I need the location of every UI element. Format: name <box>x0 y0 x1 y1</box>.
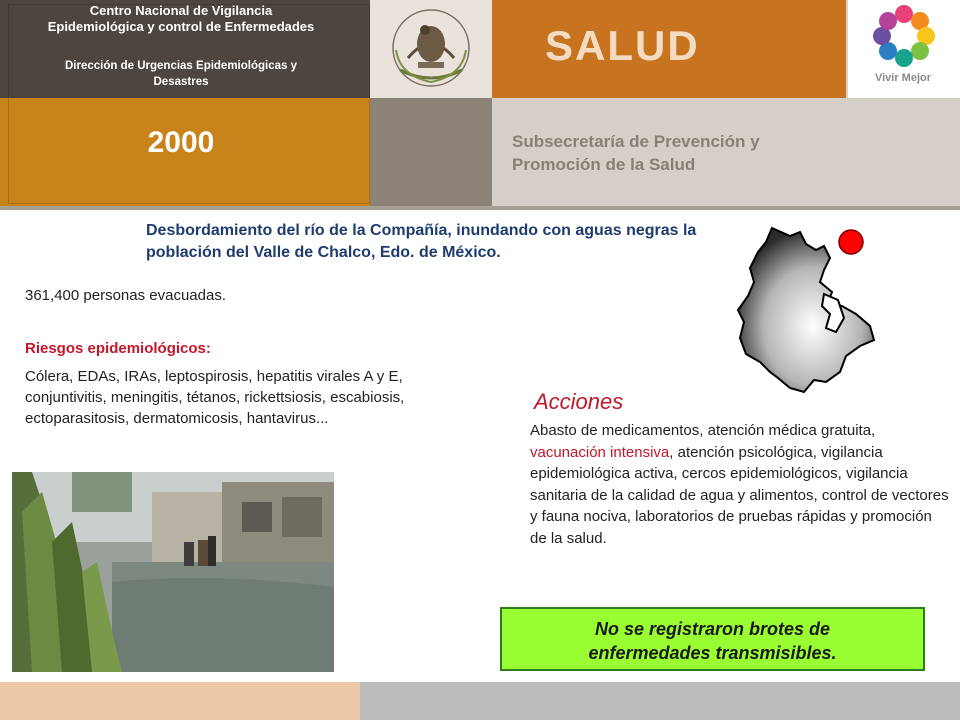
subsecretaria-panel <box>492 98 960 208</box>
actions-text <box>530 420 950 549</box>
subsecretaria-line1: Subsecretaría de Prevención y <box>512 132 760 151</box>
dept-name-line2: Desastres <box>153 76 209 88</box>
outcome-line1: No se registraron brotes de <box>594 619 831 639</box>
footer-bar-left <box>0 682 360 720</box>
salud-title: SALUD <box>545 22 700 69</box>
flood-photo <box>12 472 334 672</box>
header-org-panel <box>0 0 370 98</box>
actions-text-highlight: vacunación intensiva <box>530 443 670 461</box>
vivir-mejor-flower-icon <box>848 0 960 70</box>
dept-name-line1: Dirección de Urgencias Epidemiológicas y <box>65 60 297 72</box>
outcome-banner <box>500 607 925 671</box>
org-name-line1: Centro Nacional de Vigilancia <box>89 3 273 18</box>
actions-text-part1: Abasto de medicamentos, atención médica gratuita, <box>530 422 876 439</box>
seal-panel <box>370 0 492 208</box>
footer-bar-right <box>360 682 960 720</box>
actions-text-part2: , atención psicológica, vigilancia epidemiológica activa, cercos epidemiológicos, vigilancia sanitaria de la calidad de agua y alimentos, control de vectores y fauna nociva, laboratorios de pruebas rápidas y promoción de la salud. <box>530 443 949 547</box>
subsecretaria-line2: Promoción de la Salud <box>512 155 696 174</box>
year-title: 2000 <box>147 126 215 159</box>
org-name-line2: Epidemiológica y control de Enfermedades <box>47 19 315 34</box>
event-description: Desbordamiento del río de la Compañía, inundando con aguas negras la población del Valle de Chalco, Edo. de México. <box>146 222 697 261</box>
vivir-mejor-label: Vivir Mejor <box>874 72 932 84</box>
risks-list: Cólera, EDAs, IRAs, leptospirosis, hepatitis virales A y E, conjuntivitis, meningitis, tétanos, rickettsiosis, escabiosis, ectoparasitosis, dermatomicosis, hantavirus... <box>25 368 405 427</box>
evacuated-count: 361,400 personas evacuadas. <box>25 287 226 304</box>
state-map-icon <box>720 222 880 402</box>
header-divider <box>0 206 960 210</box>
outcome-line2: enfermedades transmisibles. <box>588 643 837 663</box>
national-seal-icon <box>370 0 492 98</box>
outcome-text <box>502 609 923 665</box>
location-dot-icon <box>839 230 863 254</box>
actions-heading: Acciones <box>534 389 624 414</box>
risks-heading: Riesgos epidemiológicos: <box>25 340 211 357</box>
